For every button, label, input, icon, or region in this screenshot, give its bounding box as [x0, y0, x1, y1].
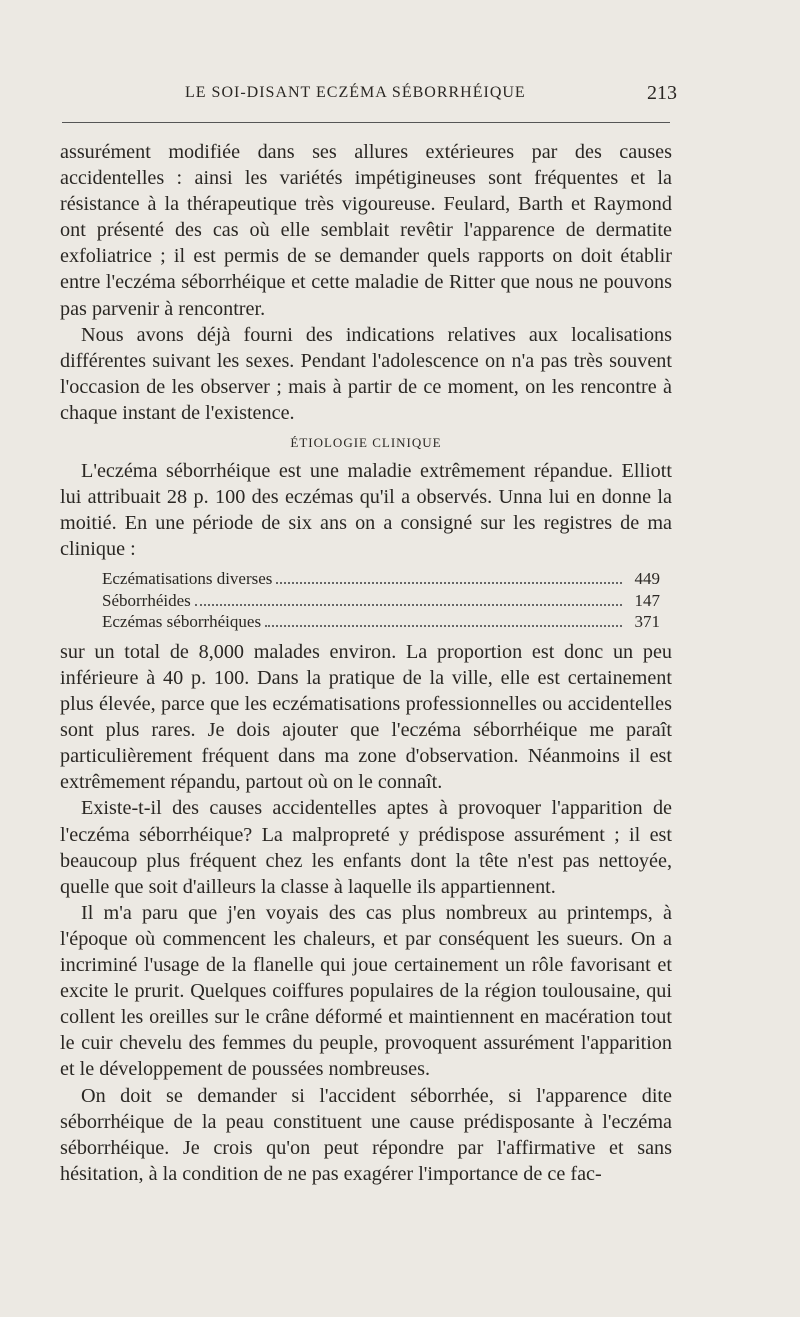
paragraph-2: Nous avons déjà fourni des indications relatives aux localisations différentes suivant les sexes. Pendant l'adolescence on n'a pas très souvent l'occasion de les observer ; mais à partir de ce moment, on les rencontre à chaque instant de l'existence.	[60, 323, 672, 424]
statistics-table	[60, 568, 672, 633]
table-row	[102, 590, 660, 612]
paragraph-5: Existe-t-il des causes accidentelles aptes à provoquer l'apparition de l'eczéma séborrhéique? La malpropreté y prédispose assurément ; il est beaucoup plus fréquent chez les enfants dont la tête n'est pas nettoyée, quelle que soit d'ailleurs la classe à laquelle ils appartiennent.	[60, 797, 672, 898]
paragraph-6: Il m'a paru que j'en voyais des cas plus nombreux au printemps, à l'époque où commencent les chaleurs, et par conséquent les sueurs. On a incriminé l'usage de la flanelle qui joue certainement un rôle favorisant et excite le prurit. Quelques coiffures populaires de la région toulousaine, qui collent les oreilles sur le crâne déformé et maintiennent en macération tout le cuir chevelu des femmes du peuple, provoquent assurément l'apparition et le développement de poussées nombreuses.	[60, 901, 672, 1081]
dot-leader	[265, 625, 622, 627]
row-value: 371	[634, 612, 660, 632]
running-title: LE SOI-DISANT ECZÉMA SÉBORRHÉIQUE	[185, 84, 526, 101]
row-label: Eczémas séborrhéiques	[102, 612, 262, 632]
page-header	[60, 84, 677, 112]
paragraph-7: On doit se demander si l'accident séborrhée, si l'apparence dite séborrhéique de la peau constituent une cause prédisposante à l'eczéma séborrhéique. Je crois qu'on peut répondre par l'affirmative et sans hésitation, à la condition de ne pas exagérer l'importance de ce fac-	[60, 1084, 672, 1185]
row-label: Séborrhéides	[102, 590, 191, 610]
section-heading: ÉTIOLOGIE CLINIQUE	[290, 435, 442, 451]
table-row	[102, 611, 660, 633]
paragraph-3: L'eczéma séborrhéique est une maladie extrêmement répandue. Elliott lui attribuait 28 p. 100 des eczémas qu'il a observés. Unna lui en donne la moitié. En une période de six ans on a consigné sur les registres de ma clinique :	[60, 460, 672, 561]
header-rule	[62, 122, 670, 123]
paragraph-1: assurément modifiée dans ses allures extérieures par des causes accidentelles : ainsi les variétés impétigineuses sont fréquentes et la résistance à la thérapeutique très vigoureuse. Feulard, Barth et Raymond ont présenté des cas où elle semblait revêtir l'apparence de dermatite exfoliatrice ; il est permis de se demander quels rapports on doit établir entre l'eczéma séborrhéique et cette maladie de Ritter que nous ne pouvons pas parvenir à rencontrer.	[60, 141, 672, 320]
table-row	[102, 568, 660, 590]
body-text	[60, 139, 672, 1187]
row-label: Eczématisations diverses	[102, 569, 273, 589]
dot-leader	[276, 582, 622, 584]
paragraph-4: sur un total de 8,000 malades environ. La proportion est donc un peu inférieure à 40 p. 100. Dans la pratique de la ville, elle est certainement plus élevée, parce que les eczématisations professionnelles ou accidentelles sont plus rares. Je dois ajouter que l'eczéma séborrhéique me paraît particulièrement fréquent dans ma zone d'observation. Néanmoins il est extrêmement répandu, partout où on le connaît.	[60, 640, 672, 794]
dot-leader	[195, 604, 622, 606]
row-value: 449	[634, 569, 660, 589]
page-number: 213	[647, 82, 677, 104]
row-value: 147	[634, 590, 660, 610]
